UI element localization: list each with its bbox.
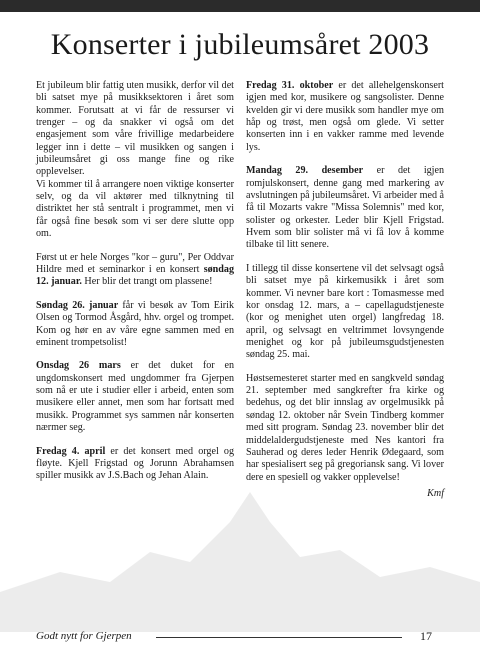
date-highlight: Onsdag 26 mars [36, 360, 121, 372]
january-26-paragraph: Søndag 26. januar får vi besøk av Tom Eirik Olsen og Tormod Åsgård, hhv. orgel og trompet. Kom og hør en av våre egne sammen med en eminent trompetsolist! [36, 299, 234, 348]
date-highlight: søndag 12. januar. [36, 264, 234, 288]
january-12-paragraph: Først ut er hele Norges "kor – guru", Per Oddvar Hildre med et seminarkor i en konsert søndag 12. januar. Her blir det trangt om plassene! [36, 251, 234, 288]
page-number: 17 [420, 629, 432, 643]
date-highlight: Fredag 31. oktober [246, 80, 334, 91]
plans-paragraph: Vi kommer til å arrangere noen viktige konserter selv, og da vil aktører med tilknytning til distriktet her stå sentralt i programmet, men vi får også fine besøk som vi ser dere slutte opp om. [36, 178, 234, 240]
page-title: Konserter i jubileumsåret 2003 [50, 28, 430, 61]
church-music-paragraph: I tillegg til disse konsertene vil det selvsagt også bli satset mye på kirkemusikk i året som kommer. Vi nevner bare kort : Tomasmesse med kor onsdag 12. mars, a – capellagudstjeneste (kor og menighet uten orgel) langfredag 18. april, og selvsagt en veltrimmet lovsyngende menighet og kor på jubileumsgudstjenesten søndag 25. mai. [246, 262, 444, 361]
right-column [246, 80, 444, 500]
march-26-paragraph: Onsdag 26 mars er det duket for en ungdomskonsert med ungdommer fra Gjerpen som nå er ute i studier eller i arbeid, enten som musikere eller annet, men som har fortsatt med musikk. Programmet sys sammen når konserten nærmer seg. [36, 360, 235, 434]
april-4-paragraph: Fredag 4. april er det konsert med orgel og fløyte. Kjell Frigstad og Jorunn Abrahamsen spiller musikk av J.S.Bach og Jehan Alain. [36, 445, 234, 482]
autumn-paragraph: Høstsemesteret starter med en sangkveld søndag 21. september med sangkrefter fra kirke og bedehus, og det blir innslag av orgelmusikk på søndag 12. oktober når Svein Tindberg kommer med sitt program. Søndag 23. november blir det middelaldergudstjeneste med Nes kantori fra Sauherad og deres leder Henrik Ødegaard, som har spesialisert seg på gregoriansk sang. Vi lover dere en spesiell og vakker opplevelse! [246, 372, 444, 483]
date-highlight: Mandag 29. desember [246, 165, 364, 177]
footer-divider [156, 637, 402, 638]
left-column [36, 80, 234, 494]
publication-name: Godt nytt for Gjerpen [36, 630, 132, 642]
date-highlight: Fredag 4. april [36, 445, 106, 457]
december-29-paragraph: Mandag 29. desember er det igjen romjulskonsert, denne gang med markering av avslutningen på jubileumsåret. Vi arbeider med å få til Mozarts vakre "Missa Solemnis" med kor, solister og orkester. Leder blir Kjell Frigstad. Hvem som blir solister må vi få lov å komme tilbake til litt senere. [246, 165, 444, 251]
church-watermark [0, 482, 480, 632]
top-border [0, 0, 480, 12]
intro-paragraph: Et jubileum blir fattig uten musikk, derfor vil det bli satset mye på musikksektoren i året som kommer. Forutsatt at vi får de ressurser vi trenger – og da snakker vi også om det engasjement som våre frivillige medarbeidere legger inn i dette – vil musikken og sangen i jubileumsåret gi oss mange fine og rike opplevelser. [36, 80, 234, 178]
author-signature: Kmf [427, 487, 444, 499]
october-31-paragraph: Fredag 31. oktober er det allehelgenskonsert igjen med kor, musikere og sangsolister. Denne kvelden gir vi dere musikk som handler mye om håp og trøst, men også om glede. Vi setter konserten inn i en vakker ramme med levende lys. [246, 80, 444, 153]
date-highlight: Søndag 26. januar [36, 299, 119, 311]
